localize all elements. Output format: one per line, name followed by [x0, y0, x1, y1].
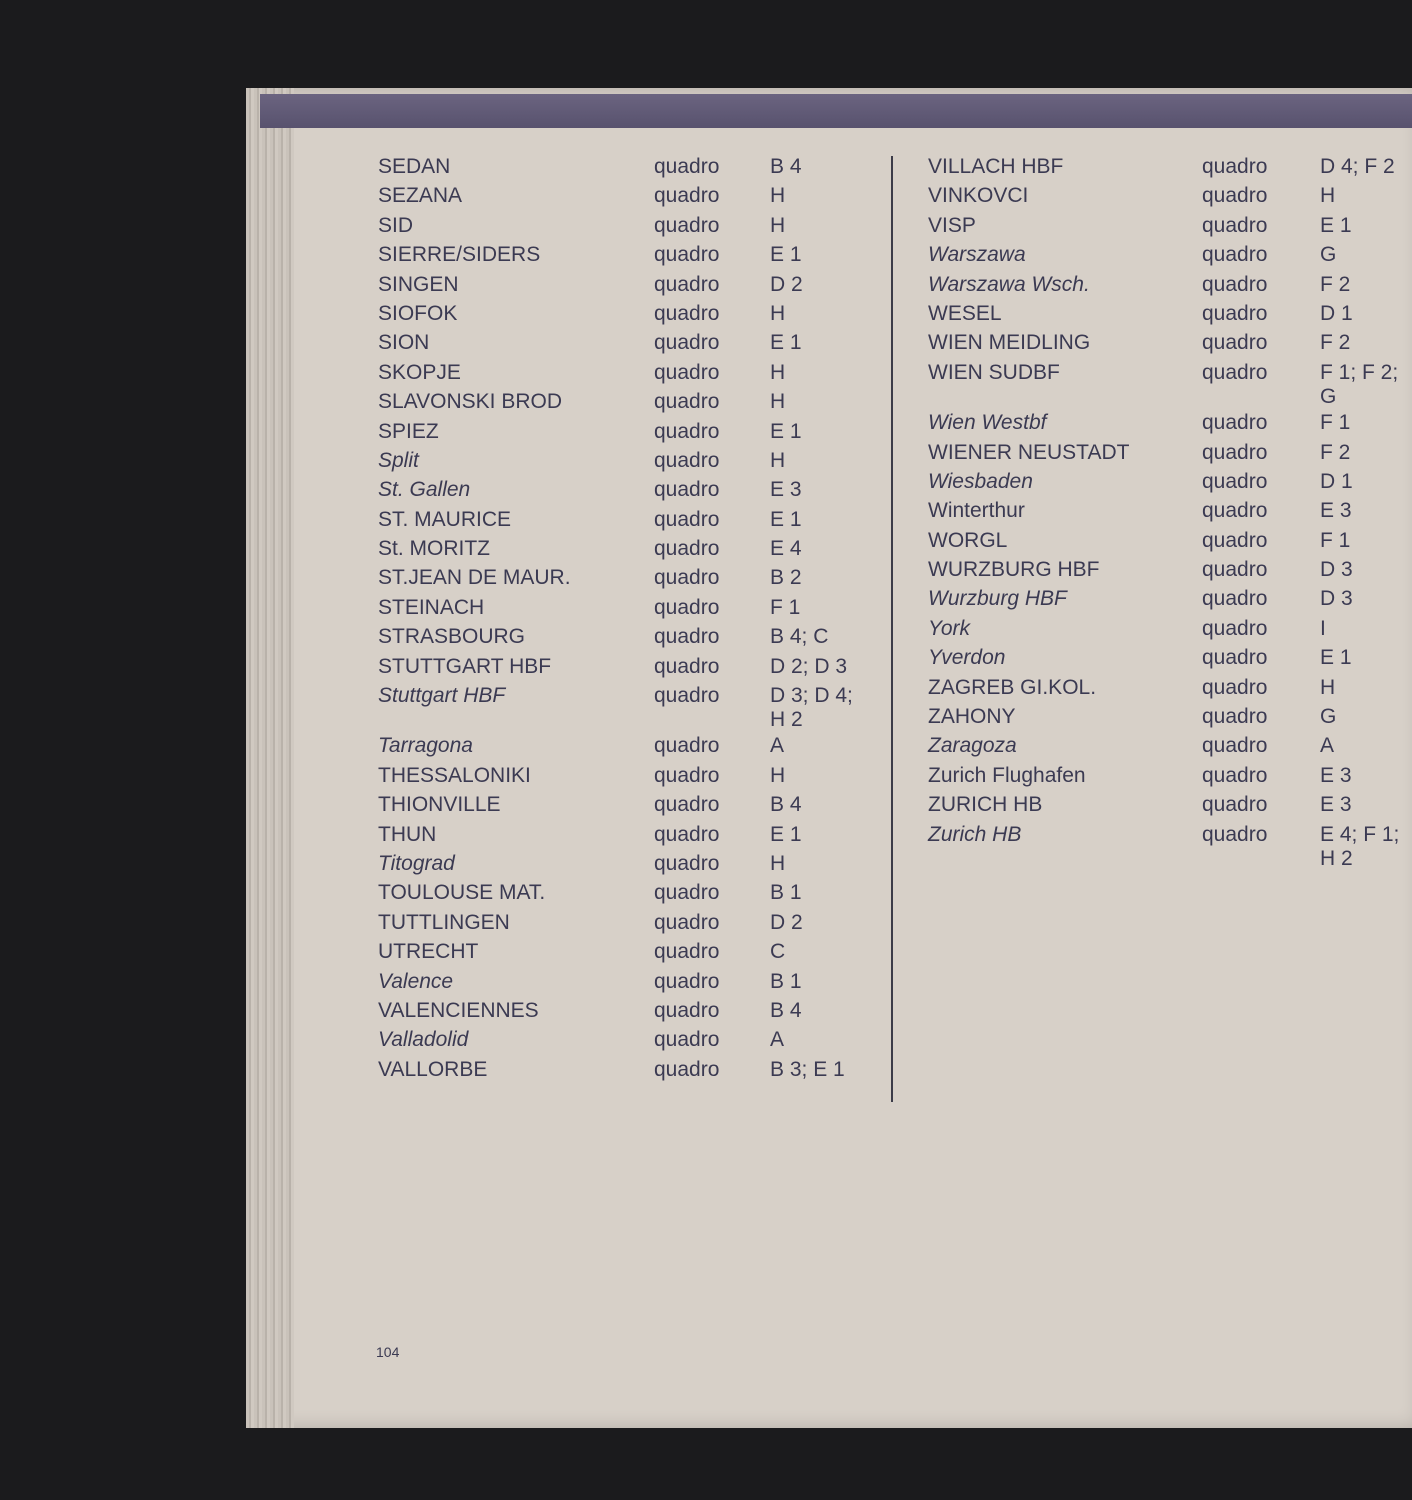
map-reference: D 4; F 2: [1320, 155, 1395, 178]
page-number: 104: [376, 1344, 400, 1360]
map-reference-continued: H 2: [1320, 846, 1353, 870]
map-reference: D 3; D 4;: [770, 684, 853, 708]
quadro-label: quadro: [654, 184, 720, 208]
station-name: Wurzburg HBF: [928, 587, 1067, 611]
map-reference: D 1: [1320, 469, 1353, 493]
map-reference: G: [1320, 243, 1337, 267]
map-reference: F 1: [1320, 411, 1351, 435]
quadro-label: quadro: [654, 998, 720, 1022]
quadro-label: quadro: [1202, 184, 1268, 208]
quadro-label: quadro: [654, 507, 720, 531]
station-name: SINGEN: [378, 272, 459, 296]
station-name: SIERRE/SIDERS: [378, 243, 541, 267]
quadro-label: quadro: [654, 851, 720, 875]
station-name: VALLORBE: [378, 1057, 488, 1081]
station-name: Valladolid: [378, 1028, 469, 1052]
column-divider: [891, 156, 893, 1102]
map-reference: D 2: [770, 910, 803, 934]
station-name: Zurich Flughafen: [928, 763, 1086, 787]
map-reference: B 1: [770, 969, 802, 993]
quadro-label: quadro: [654, 478, 720, 502]
station-name: WIEN SUDBF: [928, 360, 1060, 384]
map-reference: D 3: [1320, 558, 1353, 582]
map-reference: H: [1320, 675, 1336, 699]
quadro-label: quadro: [654, 537, 720, 561]
quadro-label: quadro: [654, 360, 720, 384]
quadro-label: quadro: [654, 969, 720, 993]
station-name: Zurich HB: [928, 822, 1022, 846]
map-reference: B 1: [770, 881, 802, 905]
quadro-label: quadro: [1202, 469, 1268, 493]
station-name: THUN: [378, 822, 437, 846]
station-name: STUTTGART HBF: [378, 654, 552, 678]
quadro-label: quadro: [654, 1028, 720, 1052]
station-name: WORGL: [928, 528, 1008, 552]
map-reference: I: [1320, 616, 1326, 640]
station-name: VALENCIENNES: [378, 998, 539, 1022]
station-name: Valence: [378, 969, 454, 993]
station-name: ZAGREB GI.KOL.: [928, 675, 1097, 699]
quadro-label: quadro: [1202, 734, 1268, 758]
quadro-label: quadro: [1202, 155, 1268, 178]
station-name: ZAHONY: [928, 705, 1016, 729]
map-reference: A: [770, 1028, 785, 1052]
quadro-label: quadro: [1202, 440, 1268, 464]
station-name: VINKOVCI: [928, 184, 1029, 208]
quadro-label: quadro: [654, 763, 720, 787]
map-reference: H: [770, 301, 786, 325]
station-name: Split: [378, 448, 419, 472]
map-reference: B 2: [770, 566, 802, 590]
station-name: SKOPJE: [378, 360, 461, 384]
quadro-label: quadro: [654, 448, 720, 472]
station-name: TOULOUSE MAT.: [378, 881, 546, 905]
map-reference: E 1: [770, 331, 802, 355]
quadro-label: quadro: [654, 331, 720, 355]
station-name: WIEN MEIDLING: [928, 331, 1091, 355]
station-name: TUTTLINGEN: [378, 910, 510, 934]
quadro-label: quadro: [654, 940, 720, 964]
quadro-label: quadro: [1202, 675, 1268, 699]
map-reference: B 3; E 1: [770, 1057, 845, 1081]
station-name: SEDAN: [378, 155, 451, 178]
station-name: Wien Westbf: [928, 411, 1047, 435]
quadro-label: quadro: [654, 419, 720, 443]
map-reference: F 1: [1320, 528, 1351, 552]
quadro-label: quadro: [654, 272, 720, 296]
map-reference: F 1: [770, 595, 801, 619]
map-reference: E 1: [770, 419, 802, 443]
quadro-label: quadro: [1202, 499, 1268, 523]
station-name: ST. MAURICE: [378, 507, 512, 531]
station-name: VISP: [928, 213, 976, 237]
map-reference: E 3: [1320, 499, 1352, 523]
map-reference: F 2: [1320, 440, 1351, 464]
map-reference: E 3: [1320, 793, 1352, 817]
map-reference: E 1: [770, 243, 802, 267]
station-name: Winterthur: [928, 499, 1025, 523]
station-name: Warszawa Wsch.: [928, 272, 1090, 296]
station-name: Wiesbaden: [928, 469, 1033, 493]
map-reference: H: [770, 851, 786, 875]
quadro-label: quadro: [1202, 587, 1268, 611]
quadro-label: quadro: [654, 155, 720, 178]
station-name: STRASBOURG: [378, 625, 526, 649]
map-reference-continued: H 2: [770, 708, 803, 732]
map-reference: H: [770, 448, 786, 472]
map-reference: A: [1320, 734, 1335, 758]
station-name: SIOFOK: [378, 301, 458, 325]
map-reference: E 1: [770, 507, 802, 531]
station-name: Tarragona: [378, 734, 473, 758]
station-name: WIENER NEUSTADT: [928, 440, 1130, 464]
quadro-label: quadro: [654, 625, 720, 649]
station-name: ST.JEAN DE MAUR.: [378, 566, 571, 590]
quadro-label: quadro: [654, 390, 720, 414]
map-reference: G: [1320, 705, 1337, 729]
book-page: [246, 88, 1412, 1428]
map-reference: F 2: [1320, 331, 1351, 355]
station-name: SPIEZ: [378, 419, 439, 443]
quadro-label: quadro: [654, 881, 720, 905]
map-reference: B 4: [770, 793, 802, 817]
map-reference-continued: G: [1320, 384, 1337, 408]
header-bar: [260, 94, 1412, 128]
map-reference: D 2: [770, 272, 803, 296]
quadro-label: quadro: [654, 734, 720, 758]
quadro-label: quadro: [1202, 763, 1268, 787]
quadro-label: quadro: [1202, 331, 1268, 355]
quadro-label: quadro: [654, 684, 720, 708]
map-reference: E 4; F 1;: [1320, 822, 1400, 846]
quadro-label: quadro: [654, 910, 720, 934]
station-name: WESEL: [928, 301, 1002, 325]
quadro-label: quadro: [1202, 822, 1268, 846]
map-reference: B 4; C: [770, 625, 829, 649]
map-reference: H: [770, 213, 786, 237]
quadro-label: quadro: [1202, 558, 1268, 582]
quadro-label: quadro: [654, 566, 720, 590]
station-name: SION: [378, 331, 430, 355]
station-name: WURZBURG HBF: [928, 558, 1100, 582]
station-name: SID: [378, 213, 414, 237]
quadro-label: quadro: [1202, 213, 1268, 237]
quadro-label: quadro: [654, 213, 720, 237]
station-name: THIONVILLE: [378, 793, 501, 817]
map-reference: H: [770, 763, 786, 787]
map-reference: A: [770, 734, 785, 758]
map-reference: E 3: [770, 478, 802, 502]
station-name: Stuttgart HBF: [378, 684, 506, 708]
quadro-label: quadro: [654, 1057, 720, 1081]
station-name: UTRECHT: [378, 940, 479, 964]
map-reference: H: [770, 390, 786, 414]
station-name: SEZANA: [378, 184, 463, 208]
station-name: St. MORITZ: [378, 537, 490, 561]
quadro-label: quadro: [654, 301, 720, 325]
map-reference: E 1: [1320, 646, 1352, 670]
map-reference: C: [770, 940, 786, 964]
quadro-label: quadro: [1202, 360, 1268, 384]
station-name: VILLACH HBF: [928, 155, 1064, 178]
quadro-label: quadro: [654, 654, 720, 678]
quadro-label: quadro: [654, 793, 720, 817]
quadro-label: quadro: [1202, 616, 1268, 640]
map-reference: E 4: [770, 537, 802, 561]
station-name: St. Gallen: [378, 478, 471, 502]
map-reference: F 2: [1320, 272, 1351, 296]
map-reference: E 3: [1320, 763, 1352, 787]
quadro-label: quadro: [1202, 646, 1268, 670]
quadro-label: quadro: [654, 595, 720, 619]
map-reference: E 1: [770, 822, 802, 846]
station-name: Zaragoza: [928, 734, 1017, 758]
map-reference: D 1: [1320, 301, 1353, 325]
station-name: STEINACH: [378, 595, 485, 619]
quadro-label: quadro: [1202, 411, 1268, 435]
station-name: Warszawa: [928, 243, 1026, 267]
map-reference: B 4: [770, 155, 802, 178]
map-reference: H: [770, 360, 786, 384]
quadro-label: quadro: [1202, 301, 1268, 325]
map-reference: D 3: [1320, 587, 1353, 611]
map-reference: B 4: [770, 998, 802, 1022]
station-name: York: [928, 616, 971, 640]
quadro-label: quadro: [1202, 272, 1268, 296]
station-name: Titograd: [378, 851, 455, 875]
station-name: Yverdon: [928, 646, 1006, 670]
station-name: ZURICH HB: [928, 793, 1043, 817]
map-reference: F 1; F 2;: [1320, 360, 1399, 384]
station-name: SLAVONSKI BROD: [378, 390, 562, 414]
quadro-label: quadro: [1202, 705, 1268, 729]
map-reference: H: [770, 184, 786, 208]
quadro-label: quadro: [1202, 793, 1268, 817]
quadro-label: quadro: [1202, 528, 1268, 552]
quadro-label: quadro: [654, 243, 720, 267]
map-reference: H: [1320, 184, 1336, 208]
map-reference: E 1: [1320, 213, 1352, 237]
map-reference: D 2; D 3: [770, 654, 848, 678]
quadro-label: quadro: [654, 822, 720, 846]
quadro-label: quadro: [1202, 243, 1268, 267]
page-edges: [246, 88, 294, 1428]
station-name: THESSALONIKI: [378, 763, 531, 787]
